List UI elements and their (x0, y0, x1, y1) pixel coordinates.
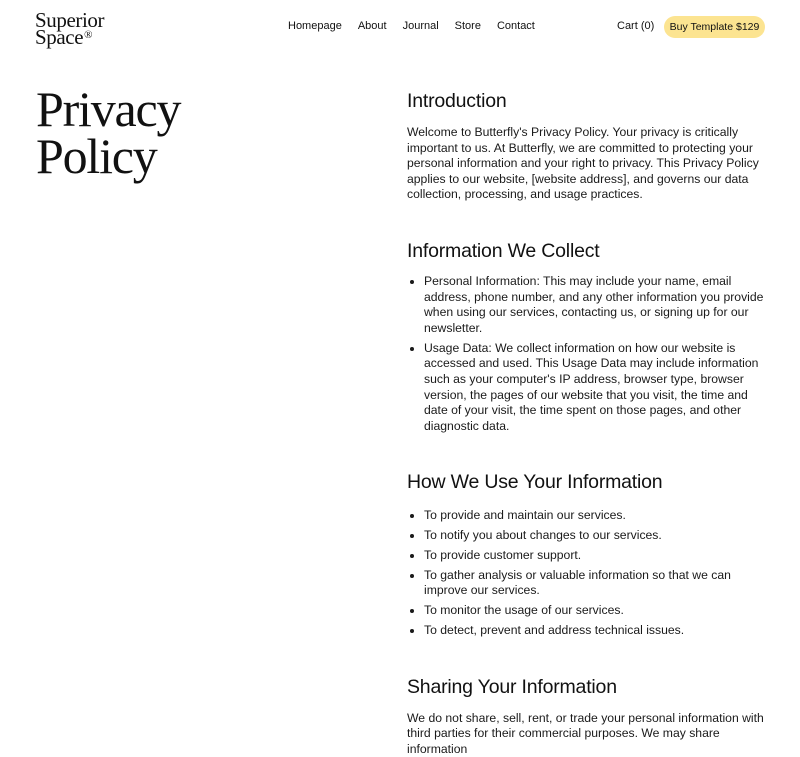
list-item: • To detect, prevent and address technical issues. (424, 623, 769, 639)
cart-link[interactable]: Cart (0) (617, 20, 654, 32)
list-item: • To provide and maintain our services. (424, 508, 769, 524)
nav-link-about[interactable]: About (358, 20, 387, 32)
section-how-we-use (407, 468, 769, 638)
nav-link-homepage[interactable]: Homepage (288, 20, 342, 32)
buy-template-button[interactable]: Buy Template $129 (664, 16, 765, 38)
section-heading: Information We Collect (407, 237, 769, 265)
section-paragraph: Welcome to Butterfly's Privacy Policy. Your privacy is critically important to us. At Butterfly, we are committed to protecting your personal information and your right to privacy. This Privacy Policy applies to our website, [website address], and governs our data collection, processing, and usage practices. (407, 125, 769, 203)
page-title-line-1: Privacy (36, 86, 180, 133)
site-logo[interactable] (35, 12, 104, 46)
section-introduction (407, 87, 769, 203)
list-item: • To notify you about changes to our services. (424, 528, 769, 544)
bullet-list (407, 508, 769, 638)
bullet-list (407, 274, 769, 434)
section-information-we-collect (407, 237, 769, 434)
section-sharing-your-information (407, 673, 769, 757)
site-header (0, 0, 800, 60)
nav-link-journal[interactable]: Journal (403, 20, 439, 32)
main-nav (288, 20, 535, 32)
list-item: • To monitor the usage of our services. (424, 603, 769, 619)
section-heading: Introduction (407, 87, 769, 115)
list-item: • To gather analysis or valuable information so that we can improve our services. (424, 568, 769, 599)
registered-mark: ® (84, 29, 92, 41)
nav-link-contact[interactable]: Contact (497, 20, 535, 32)
logo-line-1: Superior (35, 12, 104, 29)
list-item: • Personal Information: This may include your name, email address, phone number, and any other information you provide when using our services, contacting us, or signing up for our newsletter. (424, 274, 769, 336)
nav-link-store[interactable]: Store (455, 20, 481, 32)
page-title-line-2: Policy (36, 133, 180, 180)
page-title (36, 86, 180, 180)
logo-line-2-text: Space (35, 25, 83, 49)
section-paragraph: We do not share, sell, rent, or trade your personal information with third parties for their commercial purposes. We may share information (407, 711, 769, 757)
section-heading: Sharing Your Information (407, 673, 769, 701)
list-item: • To provide customer support. (424, 548, 769, 564)
section-heading: How We Use Your Information (407, 468, 769, 496)
policy-content (407, 87, 769, 757)
list-item: • Usage Data: We collect information on how our website is accessed and used. This Usage Data may include information such as your computer's IP address, browser type, browser version, the pages of our website that you visit, the time and date of your visit, the time spent on those pages, and other diagnostic data. (424, 341, 769, 435)
